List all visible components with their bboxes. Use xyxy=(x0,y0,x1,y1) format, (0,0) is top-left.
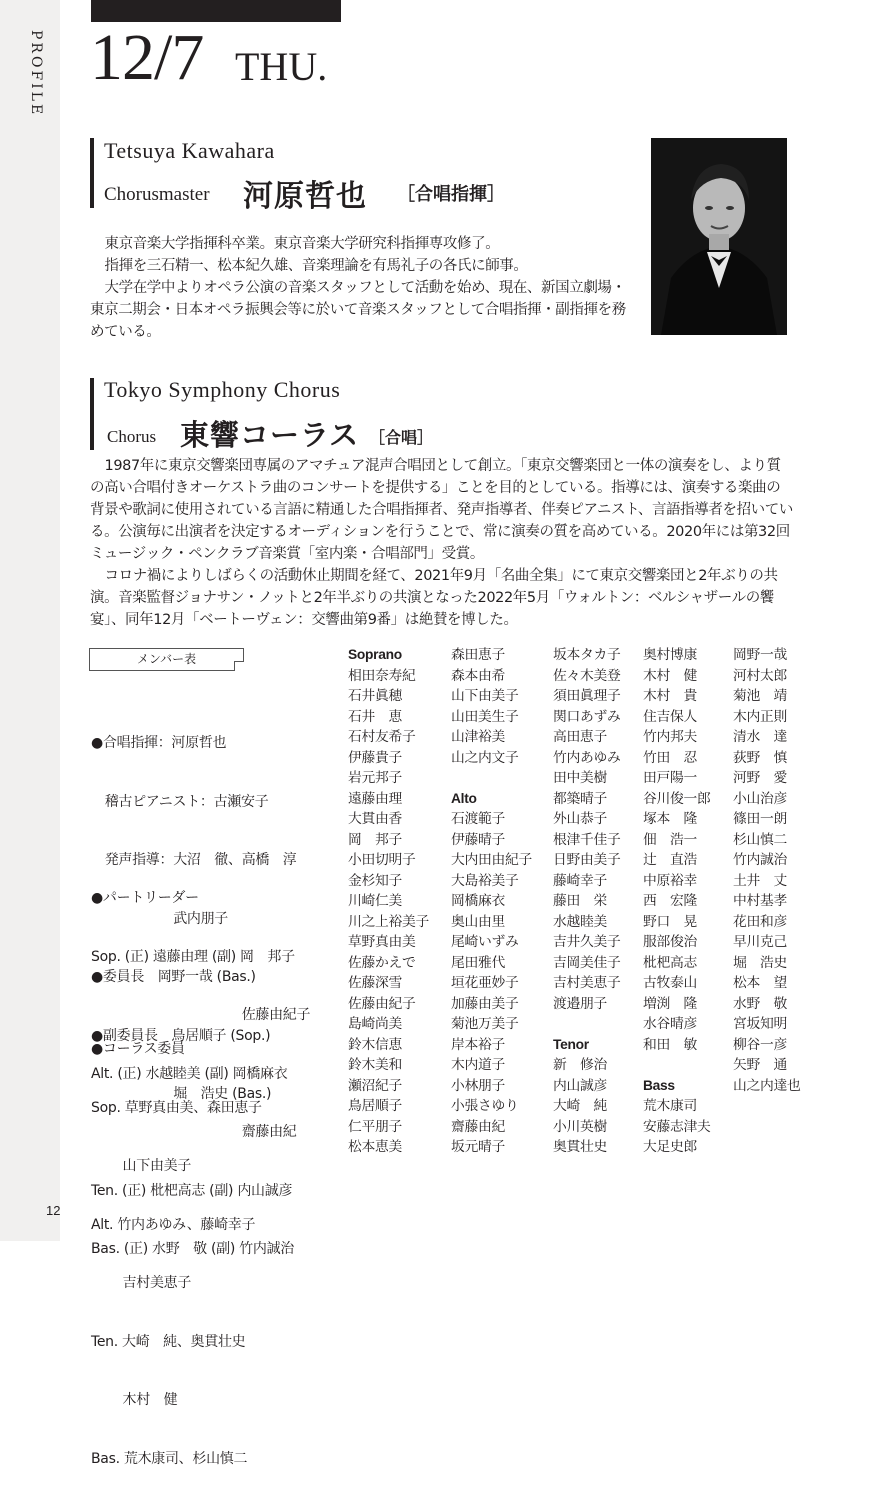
member-name: 河村太郎 xyxy=(733,667,787,684)
member-name: 尾田雅代 xyxy=(451,954,505,971)
staff-line: Alt. 竹内あゆみ、藤崎幸子 xyxy=(91,1216,256,1233)
member-name: 奥貫壮史 xyxy=(553,1139,607,1155)
member-name: 岸本裕子 xyxy=(451,1036,505,1053)
member-name: 松本恵美 xyxy=(348,1139,402,1155)
staff-line: 稽古ピアニスト：古瀬安子 xyxy=(91,793,269,810)
member-name: 藤崎幸子 xyxy=(553,872,607,889)
header-bar xyxy=(91,0,341,22)
member-name: 佐々木美登 xyxy=(553,667,621,684)
voice-part-heading: Bass xyxy=(643,1077,675,1093)
member-name: 坂元晴子 xyxy=(451,1139,505,1155)
member-name: 木村 健 xyxy=(643,667,697,684)
staff-line: ●副委員長 鳥居順子 (Sop.) xyxy=(91,1027,271,1044)
staff-line: 発声指導：大沼 徹、高橋 淳 xyxy=(91,852,297,868)
member-name: 野口 晃 xyxy=(643,913,697,930)
member-name: 水越睦美 xyxy=(553,913,607,930)
member-name: 鈴木美和 xyxy=(348,1057,402,1073)
member-name: 石渡範子 xyxy=(451,811,505,827)
member-name: 森田恵子 xyxy=(451,647,505,663)
member-name: 奥村博康 xyxy=(643,647,697,663)
member-name: 和田 敏 xyxy=(643,1036,697,1053)
member-column xyxy=(348,645,429,1158)
member-name: 川崎仁美 xyxy=(348,893,402,909)
member-name: 中原裕幸 xyxy=(643,872,697,889)
staff-line: 武内朋子 xyxy=(91,910,228,927)
member-name: 日野由美子 xyxy=(553,852,621,868)
chorus-name-jp: 東響コーラス xyxy=(180,418,360,452)
member-name: 森本由希 xyxy=(451,667,505,684)
member-name: 古牧泰山 xyxy=(643,975,697,991)
bio-paragraph: 東京音楽大学指揮科卒業。東京音楽大学研究科指揮専攻修了。 xyxy=(104,236,500,252)
member-name: 大内田由紀子 xyxy=(451,852,532,868)
member-name: 岡野一哉 xyxy=(733,647,787,663)
bio-paragraph: 1987年に東京交響楽団専属のアマチュア混声合唱団として創立。「東京交響楽団と一体の演奏をし、より質の高い合唱付きオーケストラ曲のコンサートを提供する」ことを目的としている。指導には、演奏する楽曲の背景や歌詞に使用されている言語に精通した合唱指揮者、発声指導者、伴奏ピアニスト、言語指導者を招いている。公演毎に出演者を決定するオーディションを行うことで、常に演奏の質を高めている。2020年には第32回ミュージック・ペンクラブ音楽賞「室内楽・合唱部門」受賞。 xyxy=(90,458,793,562)
member-name: 服部俊治 xyxy=(643,934,697,950)
member-name: 住吉保人 xyxy=(643,708,697,725)
member-column xyxy=(643,645,710,1158)
portrait-image xyxy=(651,138,787,335)
staff-line: Ten. 大崎 純、奥貫壮史 xyxy=(91,1333,246,1350)
member-name: 垣花亜妙子 xyxy=(451,975,519,991)
member-name: 坂本タカ子 xyxy=(553,647,621,663)
member-name: 齋藤由紀 xyxy=(451,1118,505,1135)
member-name: 岡 邦子 xyxy=(348,831,402,848)
member-name: 佃 浩一 xyxy=(643,831,697,848)
concert-date: 12/7 xyxy=(90,21,204,94)
member-name: 渡邉朋子 xyxy=(553,995,607,1012)
member-name: 藤田 栄 xyxy=(553,893,607,909)
member-name: 外山恭子 xyxy=(553,811,607,827)
artist-photo xyxy=(651,138,787,335)
member-name: 花田和彦 xyxy=(733,913,787,930)
chorus-name-en: Tokyo Symphony Chorus xyxy=(104,377,341,402)
member-name: 岩元邦子 xyxy=(348,770,402,786)
member-name: 堀 浩史 xyxy=(733,954,787,971)
member-name: 佐藤深雪 xyxy=(348,975,402,991)
member-name: 清水 達 xyxy=(733,729,787,745)
member-name: 谷川俊一郎 xyxy=(643,790,711,807)
concert-weekday: THU. xyxy=(235,44,328,89)
staff-line: 佐藤由紀子 xyxy=(91,1007,311,1023)
member-name: 竹田 忍 xyxy=(643,749,697,766)
member-name: 山田美生子 xyxy=(451,708,519,725)
member-name: 増渕 隆 xyxy=(643,995,697,1012)
member-name: 竹内邦夫 xyxy=(643,729,697,745)
member-name: 岡橋麻衣 xyxy=(451,893,505,909)
member-name: 吉岡美佳子 xyxy=(553,954,621,971)
staff-line: ●パートリーダー xyxy=(91,890,199,906)
member-name: 辻 直浩 xyxy=(643,852,697,868)
member-name: 菊池 靖 xyxy=(733,688,787,704)
artist-biography xyxy=(90,233,638,343)
artist-name-jp: 河原哲也 xyxy=(243,179,367,214)
staff-line: Sop. (正) 遠藤由理 (副) 岡 邦子 xyxy=(91,948,295,965)
staff-line: Sop. 草野真由美、森田恵子 xyxy=(91,1099,262,1116)
artist-role-jp: ［合唱指揮］ xyxy=(397,184,505,205)
member-name: 山之内文子 xyxy=(451,749,519,766)
member-name: 伊藤晴子 xyxy=(451,831,505,848)
section-side-label: PROFILE xyxy=(28,30,44,118)
spacer xyxy=(451,768,532,789)
member-column xyxy=(733,645,800,1096)
member-name: 佐藤由紀子 xyxy=(348,995,416,1012)
member-name: 須田眞理子 xyxy=(553,688,621,704)
bio-paragraph: 指揮を三石精一、松本紀久雄、音楽理論を有馬礼子の各氏に師事。 xyxy=(104,258,528,274)
artist-role-en: Chorusmaster xyxy=(104,184,210,205)
member-name: 中村基孝 xyxy=(733,893,787,909)
voice-part-heading: Soprano xyxy=(348,647,402,662)
member-name: 土井 丈 xyxy=(733,872,787,889)
member-name: 関口あずみ xyxy=(553,708,621,725)
member-name: 宮坂知明 xyxy=(733,1016,787,1032)
section-marker xyxy=(90,138,94,208)
member-name: 根津千佳子 xyxy=(553,831,621,848)
member-name: 山之内達也 xyxy=(733,1077,801,1094)
member-name: 木内正則 xyxy=(733,708,787,725)
member-name: 竹内誠治 xyxy=(733,852,787,868)
member-name: 金杉知子 xyxy=(348,872,402,889)
committee-list xyxy=(91,1001,262,1489)
member-name: 水谷晴彦 xyxy=(643,1016,697,1032)
bio-paragraph: コロナ禍によりしばらくの活動休止期間を経て、2021年9月「名曲全集」にて東京交響楽団と2年ぶりの共演。音楽監督ジョナサン・ノットと2年半ぶりの共演となった2022年5月「ウォルトン：ベルシャザールの饗宴」、同年12月「ベートーヴェン：交響曲第9番」は絶賛を博した。 xyxy=(90,568,778,628)
staff-line: ●委員長 岡野一哉 (Bas.) xyxy=(91,969,256,985)
member-name: 大足史郎 xyxy=(643,1139,697,1155)
member-column xyxy=(451,645,532,1158)
member-name: 篠田一朗 xyxy=(733,811,787,827)
member-name: 都築晴子 xyxy=(553,790,607,807)
member-name: 鳥居順子 xyxy=(348,1098,402,1114)
chorus-biography xyxy=(90,455,793,631)
staff-line: 山下由美子 xyxy=(91,1158,192,1174)
member-name: 小張さゆり xyxy=(451,1098,519,1114)
member-name: 仁平朋子 xyxy=(348,1118,402,1135)
staff-line: ●合唱指揮：河原哲也 xyxy=(91,735,227,751)
member-name: 大島裕美子 xyxy=(451,872,519,889)
page-number: 12 xyxy=(46,1203,61,1218)
member-name: 島崎尚美 xyxy=(348,1016,402,1032)
member-name: 安藤志津夫 xyxy=(643,1118,711,1135)
staff-line: 吉村美恵子 xyxy=(91,1275,192,1291)
member-name: 小林朋子 xyxy=(451,1077,505,1094)
section-marker xyxy=(90,378,94,450)
member-name: 塚本 隆 xyxy=(643,811,697,827)
member-name: 荒木康司 xyxy=(643,1098,697,1114)
staff-line: ●コーラス委員 xyxy=(91,1041,185,1057)
member-name: 石村友希子 xyxy=(348,729,416,745)
artist-name-en: Tetsuya Kawahara xyxy=(104,138,275,163)
staff-line: Ten. (正) 枇杷高志 (副) 内山誠彦 xyxy=(91,1182,293,1199)
member-name: 加藤由美子 xyxy=(451,995,519,1012)
member-list-label: メンバー表 xyxy=(89,648,244,671)
member-name: 大崎 純 xyxy=(553,1098,607,1114)
staff-line: Bas. (正) 水野 敬 (副) 竹内誠治 xyxy=(91,1241,294,1257)
member-name: 吉村美恵子 xyxy=(553,975,621,991)
member-name: 枇杷高志 xyxy=(643,954,697,971)
member-name: 高田恵子 xyxy=(553,729,607,745)
member-name: 山津裕美 xyxy=(451,729,505,745)
member-name: 矢野 通 xyxy=(733,1057,787,1073)
member-name: 木内道子 xyxy=(451,1057,505,1073)
member-name: 吉井久美子 xyxy=(553,934,621,950)
chorus-role-en: Chorus xyxy=(107,427,157,446)
member-name: 田中美樹 xyxy=(553,770,607,786)
member-name: 小川英樹 xyxy=(553,1118,607,1135)
staff-line: 齋藤由紀 xyxy=(91,1124,297,1140)
voice-part-heading: Tenor xyxy=(553,1036,589,1052)
member-name: 瀬沼紀子 xyxy=(348,1077,402,1094)
member-name: 新 修治 xyxy=(553,1057,607,1073)
member-name: 石井眞穂 xyxy=(348,688,402,704)
voice-part-heading: Alto xyxy=(451,790,477,806)
member-name: 荻野 慎 xyxy=(733,749,787,766)
bio-paragraph: 大学在学中よりオペラ公演の音楽スタッフとして活動を始め、現在、新国立劇場・東京二期会・日本オペラ振興会等に於いて音楽スタッフとして合唱指揮・副指揮を務めている。 xyxy=(90,280,626,340)
member-name: 菊池万美子 xyxy=(451,1016,519,1032)
staff-line: Bas. 荒木康司、杉山慎二 xyxy=(91,1450,248,1467)
side-strip xyxy=(0,0,60,1241)
spacer xyxy=(643,1055,710,1076)
member-name: 柳谷一彦 xyxy=(733,1036,787,1053)
chorus-role-jp: ［合唱］ xyxy=(369,428,434,447)
member-name: 内山誠彦 xyxy=(553,1077,607,1094)
member-name: 河野 愛 xyxy=(733,770,787,786)
member-name: 佐藤かえで xyxy=(348,954,416,971)
member-name: 小山治彦 xyxy=(733,790,787,807)
member-name: 田戸陽一 xyxy=(643,770,697,786)
member-name: 小田切明子 xyxy=(348,852,416,868)
member-name: 大貫由香 xyxy=(348,811,402,827)
member-name: 鈴木信恵 xyxy=(348,1036,402,1053)
member-name: 水野 敬 xyxy=(733,995,787,1012)
member-name: 木村 貴 xyxy=(643,688,697,704)
member-name: 石井 恵 xyxy=(348,708,402,725)
member-name: 早川克己 xyxy=(733,934,787,950)
member-name: 奥山由里 xyxy=(451,913,505,930)
spacer xyxy=(553,1014,620,1035)
member-name: 遠藤由理 xyxy=(348,790,402,807)
member-name: 山下由美子 xyxy=(451,688,519,704)
staff-line: 堀 浩史 (Bas.) xyxy=(91,1086,272,1102)
member-name: 西 宏隆 xyxy=(643,893,697,909)
member-name: 松本 望 xyxy=(733,975,787,991)
member-name: 竹内あゆみ xyxy=(553,749,621,766)
staff-line: Alt. (正) 水越睦美 (副) 岡橋麻衣 xyxy=(91,1065,288,1082)
member-name: 草野真由美 xyxy=(348,934,416,950)
member-name: 伊藤貴子 xyxy=(348,749,402,766)
member-name: 相田奈寿紀 xyxy=(348,667,416,684)
member-name: 川之上裕美子 xyxy=(348,913,429,930)
member-name: 尾崎いずみ xyxy=(451,934,519,950)
member-name: 杉山慎二 xyxy=(733,831,787,848)
staff-line: 木村 健 xyxy=(91,1392,178,1408)
member-column xyxy=(553,645,620,1158)
